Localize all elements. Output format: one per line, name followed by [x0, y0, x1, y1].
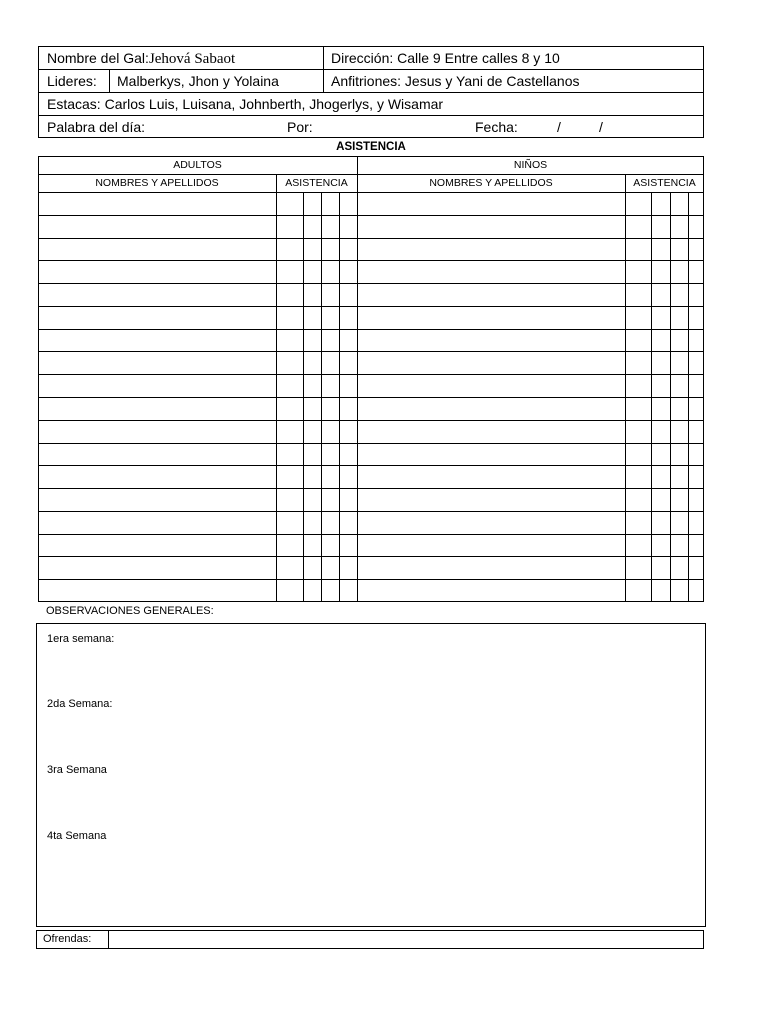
ninos-col-asistencia: ASISTENCIA [633, 177, 696, 189]
ofrendas-label: Ofrendas: [37, 931, 109, 948]
por-label: Por: [287, 119, 313, 135]
gal-name: Jehová Sabaot [148, 51, 236, 67]
adultos-col-asistencia: ASISTENCIA [285, 177, 348, 189]
header-table [38, 46, 704, 138]
adultos-col-nombres: NOMBRES Y APELLIDOS [95, 177, 219, 189]
week-4-label: 4ta Semana [47, 830, 107, 842]
lideres-label: Lideres: [47, 73, 97, 89]
fecha-label: Fecha: [475, 119, 518, 135]
ninos-col-nombres: NOMBRES Y APELLIDOS [429, 177, 553, 189]
header-row-palabra [39, 116, 703, 139]
observaciones-box [36, 623, 706, 927]
anfitriones-cell: Anfitriones: Jesus y Yani de Castellanos [331, 73, 580, 89]
ninos-heading: NIÑOS [513, 159, 548, 171]
palabra-label: Palabra del día: [47, 119, 146, 135]
estacas-cell: Estacas: Carlos Luis, Luisana, Johnberth, Jhogerlys, y Wisamar [47, 96, 444, 112]
week-2-label: 2da Semana: [47, 698, 113, 710]
asistencia-title: ASISTENCIA [336, 141, 406, 153]
header-row-gal [39, 47, 703, 70]
fecha-separator: / [557, 119, 561, 135]
gal-cell [39, 47, 323, 69]
lideres-value: Malberkys, Jhon y Yolaina [117, 73, 279, 89]
grid-lines [38, 156, 704, 602]
ofrendas-field[interactable] [109, 931, 703, 948]
adultos-heading: ADULTOS [173, 159, 222, 171]
week-3-label: 3ra Semana [47, 764, 107, 776]
header-row-estacas [39, 93, 703, 116]
direccion-cell: Dirección: Calle 9 Entre calles 8 y 10 [331, 50, 560, 66]
week-1-label: 1era semana: [47, 633, 115, 645]
fecha-separator: / [599, 119, 603, 135]
attendance-grid [38, 156, 704, 602]
header-row-lideres [39, 70, 703, 93]
observaciones-label: OBSERVACIONES GENERALES: [46, 605, 214, 617]
ofrendas-row [36, 930, 704, 949]
gal-label: Nombre del Gal: [47, 50, 149, 66]
